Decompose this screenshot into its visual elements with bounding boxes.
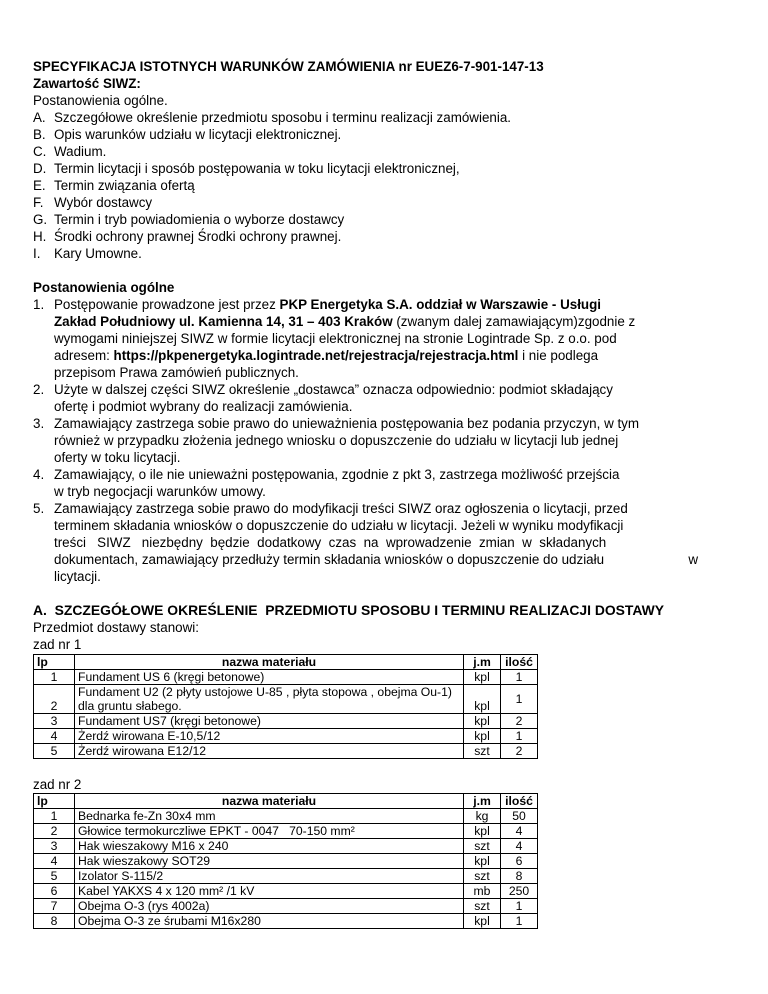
general-point-3: 3. Zamawiający zastrzega sobie prawo do unieważnienia postępowania bez podania przyczyn, w tym również w przypadku złożenia jednego wniosku o dopuszczenie do udziału w licytacji lub jednej oferty w toku licytacji. <box>33 416 640 465</box>
toc-item: G. Termin i tryb powiadomienia o wyborze dostawcy <box>33 212 345 227</box>
materials-table-1 <box>33 654 538 759</box>
materials-table-2 <box>33 793 538 929</box>
section-a-heading: A. SZCZEGÓŁOWE OKREŚLENIE PRZEDMIOTU SPOSOBU I TERMINU REALIZACJI DOSTAWY <box>33 602 665 618</box>
table-row: 7 Obejma O-3 (rys 4002a) szt 1 <box>34 899 538 914</box>
intro-line: Postanowienia ogólne. <box>33 93 168 108</box>
document-title: SPECYFIKACJA ISTOTNYCH WARUNKÓW ZAMÓWIENIA nr EUEZ6-7-901-147-13 <box>33 59 544 74</box>
toc-item: A. Szczegółowe określenie przedmiotu sposobu i terminu realizacji zamówienia. <box>33 110 511 125</box>
toc-item: I. Kary Umowne. <box>33 246 142 261</box>
toc-item: H. Środki ochrony prawnej Środki ochrony prawnej. <box>33 229 342 244</box>
table-row: 5 Żerdź wirowana E12/12 szt 2 <box>34 744 538 759</box>
table-row: 6 Kabel YAKXS 4 x 120 mm² /1 kV mb 250 <box>34 884 538 899</box>
zad2-label: zad nr 2 <box>33 777 82 792</box>
toc-item: D. Termin licytacji i sposób postępowania w toku licytacji elektronicznej, <box>33 161 460 176</box>
table-row: 4 Hak wieszakowy SOT29 kpl 6 <box>34 854 538 869</box>
general-heading: Postanowienia ogólne <box>33 280 175 295</box>
table-header-row: lp nazwa materiału j.m ilość <box>34 655 538 670</box>
toc-item: B. Opis warunków udziału w licytacji elektronicznej. <box>33 127 342 142</box>
table-row: 2 Fundament U2 (2 płyty ustojowe U-85 , płyta stopowa , obejma Ou-1) dla gruntu słabego. kpl 1 <box>34 685 538 714</box>
table-row: 5 Izolator S-115/2 szt 8 <box>34 869 538 884</box>
table-row: 2 Głowice termokurczliwe EPKT - 0047 70-150 mm² kpl 4 <box>34 824 538 839</box>
toc-list <box>33 109 738 262</box>
zad1-label: zad nr 1 <box>33 637 82 652</box>
toc-item: C. Wadium. <box>33 144 107 159</box>
table-row: 3 Hak wieszakowy M16 x 240 szt 4 <box>34 839 538 854</box>
document-page <box>33 58 738 929</box>
general-point-5: 5. Zamawiający zastrzega sobie prawo do modyfikacji treści SIWZ oraz ogłoszenia o licytacji, przed terminem składania wniosków o dopuszczenie do udziału w licytacji. Jeżeli w wyniku modyfikacji treści SIWZ niezbędny będzie dodatkowy czas na wprowadzenie zmian w składanych dokumentach, zamawiający przedłuży termin składania wniosków o dopuszczenie do udziału w licytacji. <box>33 501 698 584</box>
general-point-2: 2. Użyte w dalszej części SIWZ określenie „dostawca” oznacza odpowiednio: podmiot składający ofertę i podmiot wybrany do realizacji zamówienia. <box>33 382 613 414</box>
registration-link[interactable]: https://pkpenergetyka.logintrade.net/rejestracja/rejestracja.html <box>113 348 519 363</box>
table-header-row: lp nazwa materiału j.m ilość <box>34 794 538 809</box>
contents-label: Zawartość SIWZ: <box>33 76 141 91</box>
general-point-1: 1. Postępowanie prowadzone jest przez PKP Energetyka S.A. oddział w Warszawie - Usługi Zakład Południowy ul. Kamienna 14, 31 – 403 Kraków (zwanym dalej zamawiającym)zgodnie z wymogami niniejszej SIWZ w formie licytacji elektronicznej na stronie Logintrade Sp. z o.o. pod adresem: https://pkpenergetyka.logintrade.net/rejestracja/rejestracja.html i nie podlega przepisom Prawa zamówień publicznych. <box>33 297 636 380</box>
table-row: 8 Obejma O-3 ze śrubami M16x280 kpl 1 <box>34 914 538 929</box>
toc-item: F. Wybór dostawcy <box>33 195 153 210</box>
table-row: 3 Fundament US7 (kręgi betonowe) kpl 2 <box>34 714 538 729</box>
table-row: 4 Żerdź wirowana E-10,5/12 kpl 1 <box>34 729 538 744</box>
toc-item: E. Termin związania ofertą <box>33 178 195 193</box>
table-row: 1 Bednarka fe-Zn 30x4 mm kg 50 <box>34 809 538 824</box>
general-point-4: 4. Zamawiający, o ile nie unieważni postępowania, zgodnie z pkt 3, zastrzega możliwość przejścia w tryb negocjacji warunków umowy. <box>33 467 620 499</box>
table-row: 1 Fundament US 6 (kręgi betonowe) kpl 1 <box>34 670 538 685</box>
delivery-subject: Przedmiot dostawy stanowi: <box>33 620 199 635</box>
